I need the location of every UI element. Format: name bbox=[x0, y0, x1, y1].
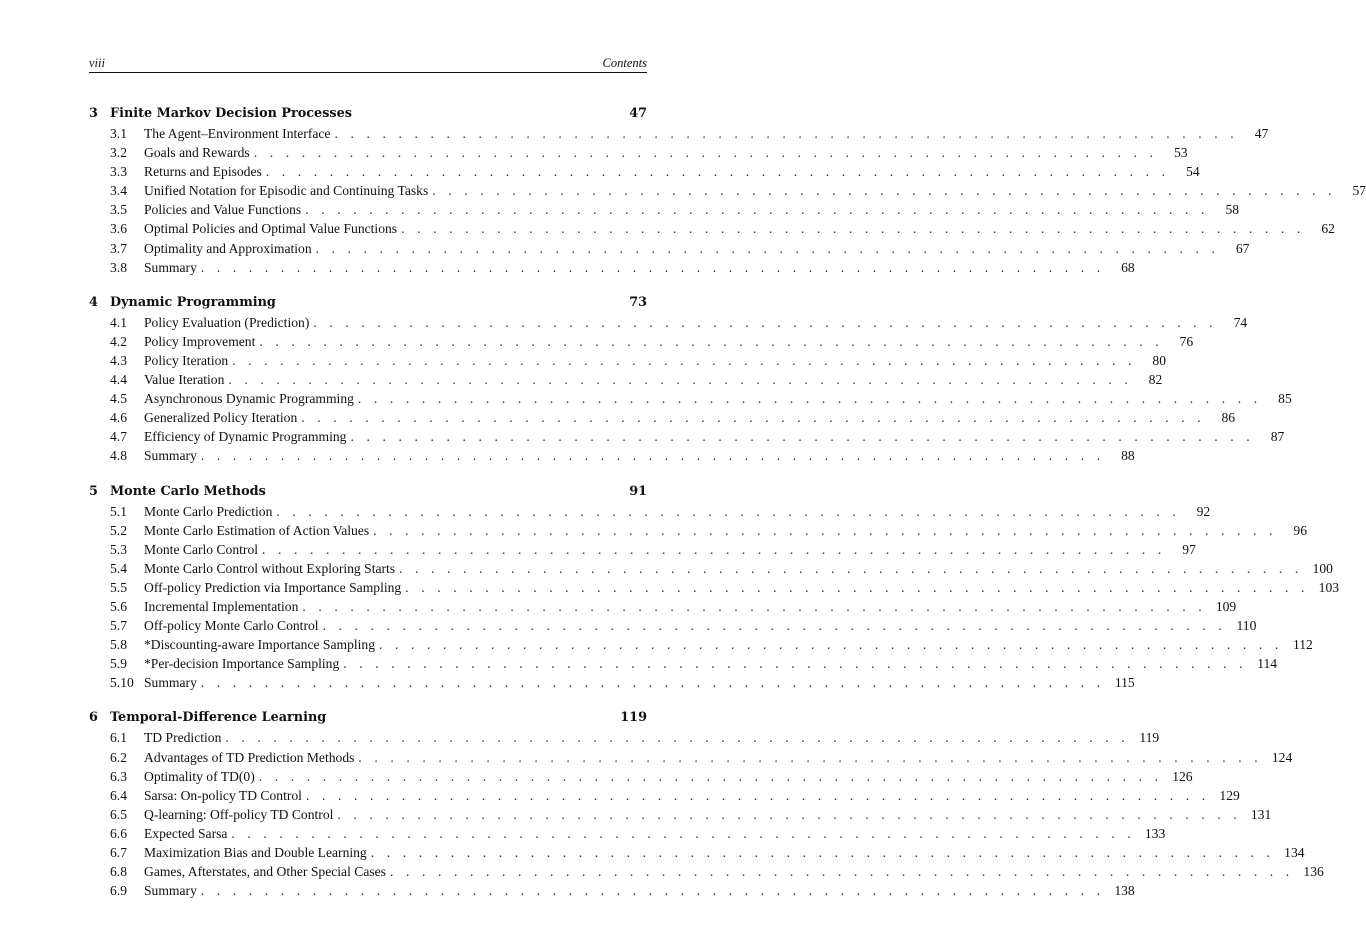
dot-leader: . . . . . . . . . . . . . . . . . . . . . . . . . . . . . . . . . . . . . . . . . . . . . . . . . . . . . . . . . bbox=[373, 522, 1277, 538]
section-page: 109 bbox=[1215, 598, 1237, 614]
dot-leader: . . . . . . . . . . . . . . . . . . . . . . . . . . . . . . . . . . . . . . . . . . . . . . . . . . . . . . . . . bbox=[276, 503, 1181, 519]
section-entry[interactable] bbox=[89, 219, 1335, 238]
section-number: 3.7 bbox=[110, 240, 127, 256]
section-title: Games, Afterstates, and Other Special Cases bbox=[144, 864, 386, 880]
section-title: Summary bbox=[144, 883, 197, 899]
section-page: 112 bbox=[1292, 637, 1313, 653]
section-number: 6.4 bbox=[110, 787, 127, 803]
chapter-title: Finite Markov Decision Processes bbox=[110, 106, 352, 121]
section-entry[interactable] bbox=[89, 748, 1293, 767]
section-number: 5.9 bbox=[110, 656, 127, 672]
section-title: Efficiency of Dynamic Programming bbox=[144, 429, 347, 445]
section-number: 5.3 bbox=[110, 541, 127, 557]
dot-leader: . . . . . . . . . . . . . . . . . . . . . . . . . . . . . . . . . . . . . . . . . . . . . . . . . . . . . . . . . bbox=[258, 768, 1163, 784]
dot-leader: . . . . . . . . . . . . . . . . . . . . . . . . . . . . . . . . . . . . . . . . . . . . . . . . . . . . . . . . . bbox=[313, 314, 1218, 330]
section-title: Monte Carlo Control without Exploring Starts bbox=[144, 560, 396, 576]
section-entry[interactable] bbox=[89, 446, 1135, 465]
section-page: 67 bbox=[1235, 240, 1250, 256]
section-number: 6.8 bbox=[110, 864, 127, 880]
section-entry[interactable] bbox=[89, 616, 1257, 635]
section-page: 62 bbox=[1321, 221, 1335, 237]
chapter-number: 5 bbox=[89, 483, 98, 499]
section-title: Optimal Policies and Optimal Value Functions bbox=[144, 221, 398, 237]
section-entry[interactable] bbox=[89, 824, 1166, 843]
section-entry[interactable] bbox=[89, 258, 1135, 277]
section-title: Off-policy Monte Carlo Control bbox=[144, 618, 319, 634]
dot-leader: . . . . . . . . . . . . . . . . . . . . . . . . . . . . . . . . . . . . . . . . . . . . . . . . . . . . . . . . . bbox=[200, 448, 1105, 464]
section-title: Advantages of TD Prediction Methods bbox=[144, 749, 355, 765]
section-page: 124 bbox=[1271, 749, 1293, 765]
dot-leader: . . . . . . . . . . . . . . . . . . . . . . . . . . . . . . . . . . . . . . . . . . . . . . . . . . . . . . . . . bbox=[301, 410, 1206, 426]
section-number: 5.4 bbox=[110, 560, 127, 576]
section-page: 76 bbox=[1179, 333, 1194, 349]
section-entry[interactable] bbox=[89, 332, 1194, 351]
section-page: 87 bbox=[1270, 429, 1285, 445]
chapter-number: 6 bbox=[89, 710, 98, 726]
dot-leader: . . . . . . . . . . . . . . . . . . . . . . . . . . . . . . . . . . . . . . . . . . . . . . . . . . . . . . . . . bbox=[401, 221, 1305, 237]
dot-leader: . . . . . . . . . . . . . . . . . . . . . . . . . . . . . . . . . . . . . . . . . . . . . . . . . . . . . . . . . bbox=[370, 845, 1275, 860]
chapter-block bbox=[89, 104, 1366, 277]
dot-leader: . . . . . . . . . . . . . . . . . . . . . . . . . . . . . . . . . . . . . . . . . . . . . . . . . . . . . . . . . bbox=[334, 126, 1239, 141]
section-page: 82 bbox=[1148, 372, 1163, 388]
section-page: 119 bbox=[1139, 730, 1160, 746]
section-title: *Per-decision Importance Sampling bbox=[144, 656, 340, 672]
section-entry[interactable] bbox=[89, 881, 1135, 900]
section-title: Optimality and Approximation bbox=[144, 240, 312, 256]
dot-leader: . . . . . . . . . . . . . . . . . . . . . . . . . . . . . . . . . . . . . . . . . . . . . . . . . . . . . . . . . bbox=[350, 429, 1255, 445]
section-entry[interactable] bbox=[89, 805, 1272, 824]
section-number: 4.3 bbox=[110, 352, 127, 368]
section-entry[interactable] bbox=[89, 578, 1340, 597]
chapter-entry[interactable] bbox=[89, 104, 647, 124]
section-page: 54 bbox=[1186, 164, 1200, 180]
section-page: 133 bbox=[1144, 825, 1166, 841]
dot-leader: . . . . . . . . . . . . . . . . . . . . . . . . . . . . . . . . . . . . . . . . . . . . . . . . . . . . . . . . . bbox=[358, 749, 1263, 765]
section-entry[interactable] bbox=[89, 427, 1285, 446]
section-entry[interactable] bbox=[89, 200, 1240, 219]
section-page: 58 bbox=[1225, 202, 1240, 218]
section-page: 86 bbox=[1221, 410, 1236, 426]
section-entry[interactable] bbox=[89, 408, 1236, 427]
section-title: The Agent–Environment Interface bbox=[144, 126, 331, 141]
section-title: Monte Carlo Prediction bbox=[144, 503, 273, 519]
dot-leader: . . . . . . . . . . . . . . . . . . . . . . . . . . . . . . . . . . . . . . . . . . . . . . . . . . . . . . . . . bbox=[200, 883, 1105, 899]
section-page: 126 bbox=[1172, 768, 1193, 784]
section-number: 5.1 bbox=[110, 503, 127, 519]
dot-leader: . . . . . . . . . . . . . . . . . . . . . . . . . . . . . . . . . . . . . . . . . . . . . . . . . . . . . . . . . bbox=[200, 259, 1105, 275]
section-entry[interactable] bbox=[89, 313, 1248, 332]
section-number: 3.2 bbox=[110, 145, 127, 161]
chapter-block bbox=[89, 293, 1292, 466]
section-page: 88 bbox=[1121, 448, 1135, 464]
section-number: 3.4 bbox=[110, 183, 127, 199]
section-title: Monte Carlo Estimation of Action Values bbox=[144, 522, 370, 538]
section-entry[interactable] bbox=[89, 654, 1278, 673]
section-entry[interactable] bbox=[89, 239, 1250, 258]
section-number: 3.1 bbox=[110, 126, 127, 141]
section-page: 138 bbox=[1114, 883, 1135, 899]
section-title: Expected Sarsa bbox=[144, 825, 228, 841]
section-title: Generalized Policy Iteration bbox=[144, 410, 298, 426]
dot-leader: . . . . . . . . . . . . . . . . . . . . . . . . . . . . . . . . . . . . . . . . . . . . . . . . . . . . . . . . . bbox=[225, 730, 1130, 746]
section-number: 4.7 bbox=[110, 429, 127, 445]
page-number-label: viii bbox=[89, 56, 105, 70]
dot-leader: . . . . . . . . . . . . . . . . . . . . . . . . . . . . . . . . . . . . . . . . . . . . . . . . . . . . . . . . . bbox=[389, 864, 1294, 880]
dot-leader: . . . . . . . . . . . . . . . . . . . . . . . . . . . . . . . . . . . . . . . . . . . . . . . . . . . . . . . . . bbox=[379, 637, 1283, 653]
section-entry[interactable] bbox=[89, 635, 1313, 654]
section-entry[interactable] bbox=[89, 843, 1305, 862]
running-header bbox=[89, 54, 647, 73]
section-number: 6.1 bbox=[110, 730, 127, 746]
section-number: 6.6 bbox=[110, 825, 127, 841]
section-title: Summary bbox=[144, 448, 197, 464]
chapter-title: Dynamic Programming bbox=[110, 294, 276, 310]
section-page: 131 bbox=[1250, 806, 1272, 822]
section-page: 68 bbox=[1121, 259, 1135, 275]
section-title: TD Prediction bbox=[144, 730, 222, 746]
section-number: 3.5 bbox=[110, 202, 127, 218]
section-title: *Discounting-aware Importance Sampling bbox=[144, 637, 376, 653]
section-entry[interactable] bbox=[89, 162, 1200, 181]
section-title: Off-policy Prediction via Importance Sampling bbox=[144, 579, 402, 595]
section-page: 115 bbox=[1114, 675, 1135, 691]
section-number: 4.6 bbox=[110, 410, 127, 426]
section-number: 3.8 bbox=[110, 259, 127, 275]
section-entry[interactable] bbox=[89, 597, 1237, 616]
section-entry[interactable] bbox=[89, 124, 1269, 143]
section-page: 92 bbox=[1196, 503, 1211, 519]
dot-leader: . . . . . . . . . . . . . . . . . . . . . . . . . . . . . . . . . . . . . . . . . . . . . . . . . . . . . . . . . bbox=[322, 618, 1227, 634]
section-title: Policy Improvement bbox=[144, 333, 256, 349]
section-entry[interactable] bbox=[89, 351, 1167, 370]
section-title: Returns and Episodes bbox=[144, 164, 262, 180]
section-title: Summary bbox=[144, 675, 197, 691]
chapter-number: 4 bbox=[89, 294, 98, 310]
chapter-page: 91 bbox=[629, 483, 647, 499]
section-number: 6.3 bbox=[110, 768, 127, 784]
chapter-entry[interactable] bbox=[89, 482, 647, 502]
section-entry[interactable] bbox=[89, 521, 1307, 540]
section-entry[interactable] bbox=[89, 862, 1324, 881]
section-entry[interactable] bbox=[89, 673, 1135, 692]
section-title: Policy Evaluation (Prediction) bbox=[144, 314, 310, 330]
section-title: Q-learning: Off-policy TD Control bbox=[144, 806, 334, 822]
section-number: 6.5 bbox=[110, 806, 127, 822]
section-title: Asynchronous Dynamic Programming bbox=[144, 391, 354, 407]
section-entry[interactable] bbox=[89, 767, 1193, 786]
dot-leader: . . . . . . . . . . . . . . . . . . . . . . . . . . . . . . . . . . . . . . . . . . . . . . . . . . . . . . . . . bbox=[231, 825, 1136, 841]
section-title: Goals and Rewards bbox=[144, 145, 250, 161]
dot-leader: . . . . . . . . . . . . . . . . . . . . . . . . . . . . . . . . . . . . . . . . . . . . . . . . . . . . . . . . . bbox=[265, 164, 1170, 180]
section-entry[interactable] bbox=[89, 728, 1160, 747]
section-number: 4.4 bbox=[110, 372, 127, 388]
section-page: 110 bbox=[1236, 618, 1257, 634]
section-title: Maximization Bias and Double Learning bbox=[144, 845, 367, 860]
table-of-contents bbox=[89, 104, 1366, 916]
dot-leader: . . . . . . . . . . . . . . . . . . . . . . . . . . . . . . . . . . . . . . . . . . . . . . . . . . . . . . . . . bbox=[337, 806, 1242, 822]
section-page: 96 bbox=[1293, 522, 1307, 538]
section-page: 134 bbox=[1284, 845, 1305, 860]
dot-leader: . . . . . . . . . . . . . . . . . . . . . . . . . . . . . . . . . . . . . . . . . . . . . . . . . . . . . . . . . bbox=[232, 352, 1137, 368]
section-entry[interactable] bbox=[89, 540, 1196, 559]
section-number: 5.7 bbox=[110, 618, 127, 634]
section-number: 5.6 bbox=[110, 598, 127, 614]
chapter-block bbox=[89, 708, 1324, 900]
section-number: 4.2 bbox=[110, 333, 127, 349]
section-entry[interactable] bbox=[89, 143, 1188, 162]
section-title: Incremental Implementation bbox=[144, 598, 299, 614]
section-title: Policy Iteration bbox=[144, 352, 229, 368]
dot-leader: . . . . . . . . . . . . . . . . . . . . . . . . . . . . . . . . . . . . . . . . . . . . . . . . . . . . . . . . . bbox=[259, 333, 1164, 349]
section-number: 5.10 bbox=[110, 675, 134, 691]
section-title: Monte Carlo Control bbox=[144, 541, 259, 557]
section-number: 4.5 bbox=[110, 391, 127, 407]
dot-leader: . . . . . . . . . . . . . . . . . . . . . . . . . . . . . . . . . . . . . . . . . . . . . . . . . . . . . . . . . bbox=[302, 598, 1207, 614]
section-title: Policies and Value Functions bbox=[144, 202, 302, 218]
section-page: 129 bbox=[1219, 787, 1240, 803]
chapter-number: 3 bbox=[89, 106, 98, 121]
section-number: 6.2 bbox=[110, 749, 127, 765]
section-number: 5.8 bbox=[110, 637, 127, 653]
dot-leader: . . . . . . . . . . . . . . . . . . . . . . . . . . . . . . . . . . . . . . . . . . . . . . . . . . . . . . . . . bbox=[399, 560, 1303, 576]
section-page: 74 bbox=[1233, 314, 1248, 330]
dot-leader: . . . . . . . . . . . . . . . . . . . . . . . . . . . . . . . . . . . . . . . . . . . . . . . . . . . . . . . . . bbox=[405, 579, 1310, 595]
section-title: Summary bbox=[144, 259, 197, 275]
dot-leader: . . . . . . . . . . . . . . . . . . . . . . . . . . . . . . . . . . . . . . . . . . . . . . . . . . . . . . . . . bbox=[432, 183, 1337, 199]
section-number: 3.3 bbox=[110, 164, 127, 180]
section-entry[interactable] bbox=[89, 502, 1211, 521]
section-title: Sarsa: On-policy TD Control bbox=[144, 787, 302, 803]
chapter-page: 119 bbox=[620, 710, 647, 726]
section-page: 97 bbox=[1182, 541, 1196, 557]
chapter-block bbox=[89, 482, 1340, 693]
section-entry[interactable] bbox=[89, 389, 1292, 408]
section-number: 3.6 bbox=[110, 221, 127, 237]
section-number: 6.7 bbox=[110, 845, 127, 860]
dot-leader: . . . . . . . . . . . . . . . . . . . . . . . . . . . . . . . . . . . . . . . . . . . . . . . . . . . . . . . . . bbox=[200, 675, 1105, 691]
chapter-title: Temporal-Difference Learning bbox=[110, 710, 327, 726]
section-number: 4.8 bbox=[110, 448, 127, 464]
dot-leader: . . . . . . . . . . . . . . . . . . . . . . . . . . . . . . . . . . . . . . . . . . . . . . . . . . . . . . . . . bbox=[315, 240, 1220, 256]
section-page: 114 bbox=[1257, 656, 1278, 672]
section-entry[interactable] bbox=[89, 559, 1333, 578]
dot-leader: . . . . . . . . . . . . . . . . . . . . . . . . . . . . . . . . . . . . . . . . . . . . . . . . . . . . . . . . . bbox=[262, 541, 1166, 557]
dot-leader: . . . . . . . . . . . . . . . . . . . . . . . . . . . . . . . . . . . . . . . . . . . . . . . . . . . . . . . . . bbox=[305, 202, 1210, 218]
chapter-title: Monte Carlo Methods bbox=[110, 483, 266, 499]
section-page: 85 bbox=[1278, 391, 1292, 407]
section-page: 57 bbox=[1352, 183, 1366, 199]
section-page: 53 bbox=[1173, 145, 1188, 161]
section-page: 47 bbox=[1254, 126, 1269, 141]
section-entry[interactable] bbox=[89, 786, 1240, 805]
dot-leader: . . . . . . . . . . . . . . . . . . . . . . . . . . . . . . . . . . . . . . . . . . . . . . . . . . . . . . . . . bbox=[228, 372, 1133, 388]
section-number: 4.1 bbox=[110, 314, 127, 330]
running-title: Contents bbox=[602, 56, 647, 70]
section-page: 136 bbox=[1303, 864, 1324, 880]
section-page: 103 bbox=[1318, 579, 1340, 595]
section-page: 100 bbox=[1312, 560, 1333, 576]
section-number: 6.9 bbox=[110, 883, 127, 899]
chapter-entry[interactable] bbox=[89, 293, 647, 313]
dot-leader: . . . . . . . . . . . . . . . . . . . . . . . . . . . . . . . . . . . . . . . . . . . . . . . . . . . . . . . . . bbox=[253, 145, 1158, 161]
section-title: Value Iteration bbox=[144, 372, 225, 388]
chapter-page: 47 bbox=[629, 106, 647, 121]
chapter-entry[interactable] bbox=[89, 708, 647, 728]
section-title: Unified Notation for Episodic and Continuing Tasks bbox=[144, 183, 429, 199]
section-number: 5.5 bbox=[110, 579, 127, 595]
dot-leader: . . . . . . . . . . . . . . . . . . . . . . . . . . . . . . . . . . . . . . . . . . . . . . . . . . . . . . . . . bbox=[343, 656, 1248, 672]
section-entry[interactable] bbox=[89, 181, 1366, 200]
section-title: Optimality of TD(0) bbox=[144, 768, 255, 784]
section-number: 5.2 bbox=[110, 522, 127, 538]
section-entry[interactable] bbox=[89, 370, 1163, 389]
dot-leader: . . . . . . . . . . . . . . . . . . . . . . . . . . . . . . . . . . . . . . . . . . . . . . . . . . . . . . . . . bbox=[357, 391, 1262, 407]
chapter-page: 73 bbox=[629, 294, 647, 310]
section-page: 80 bbox=[1152, 352, 1167, 368]
dot-leader: . . . . . . . . . . . . . . . . . . . . . . . . . . . . . . . . . . . . . . . . . . . . . . . . . . . . . . . . . bbox=[305, 787, 1210, 803]
